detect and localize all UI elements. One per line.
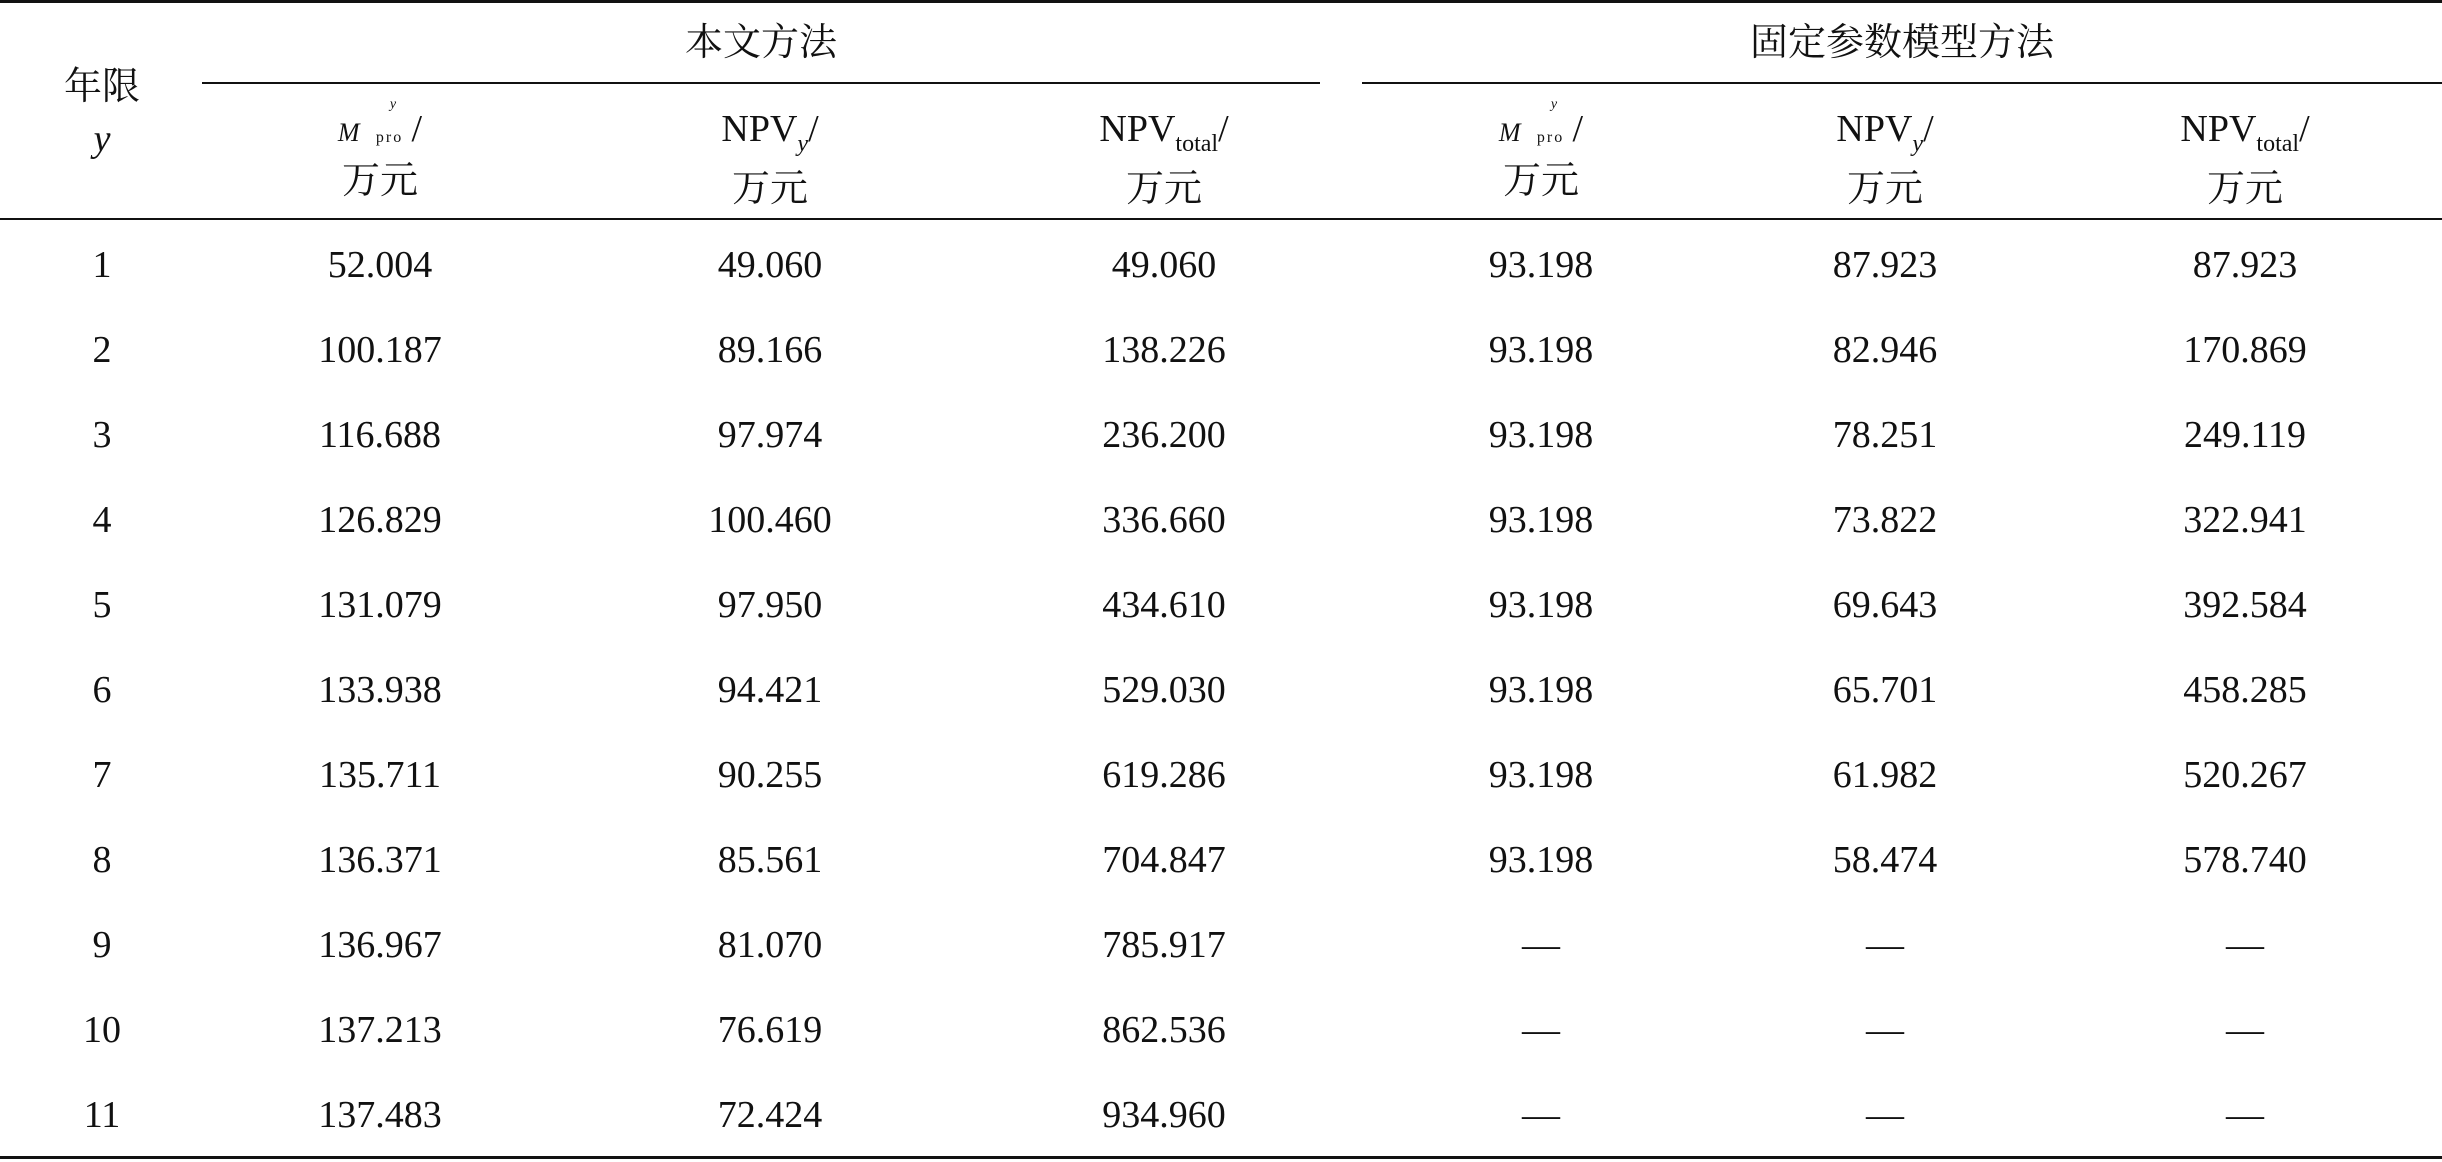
m-pro-symbol: M y pro / [337, 97, 423, 150]
table-cell: 619.286 [1102, 754, 1226, 796]
table-cell: 93.198 [1488, 499, 1594, 541]
table-cell: — [1522, 1094, 1560, 1136]
top-rule [0, 0, 2442, 3]
table-cell: 89.166 [717, 329, 823, 371]
row-year-cell: 9 [92, 924, 112, 966]
table-cell: — [1522, 1009, 1560, 1051]
row-year-cell: 3 [92, 414, 112, 456]
table-cell: 136.967 [318, 924, 442, 966]
table-cell: 49.060 [717, 244, 823, 286]
column-header-m-pro [250, 97, 510, 202]
group-rule-left [202, 82, 1320, 84]
bottom-rule [0, 1156, 2442, 1159]
group-title-proposed-method: 本文方法 [684, 22, 837, 64]
table-cell: 704.847 [1102, 839, 1226, 881]
row-year-cell: 5 [92, 584, 112, 626]
table-cell: 392.584 [2183, 584, 2307, 626]
group-title-fixed-parameter-method: 固定参数模型方法 [1749, 22, 2054, 64]
column-unit: 万元 [1846, 168, 1923, 210]
table-cell: 49.060 [1111, 244, 1217, 286]
row-year-cell: 6 [92, 669, 112, 711]
table-cell: 100.460 [708, 499, 832, 541]
table-cell: 785.917 [1102, 924, 1226, 966]
stub-header-variable: y [93, 118, 111, 160]
table-cell: 458.285 [2183, 669, 2307, 711]
table-cell: 81.070 [717, 924, 823, 966]
table-cell: — [1866, 1009, 1904, 1051]
table-cell: 58.474 [1832, 839, 1938, 881]
table-cell: 87.923 [1832, 244, 1938, 286]
column-unit: 万元 [1502, 160, 1579, 202]
row-year-cell: 4 [92, 499, 112, 541]
column-unit: 万元 [1125, 168, 1202, 210]
table-cell: — [1866, 924, 1904, 966]
table-cell: 138.226 [1102, 329, 1226, 371]
table-cell: 131.079 [318, 584, 442, 626]
table-cell: 322.941 [2183, 499, 2307, 541]
table-cell: — [2226, 1094, 2264, 1136]
m-pro-symbol: M y pro / [1498, 97, 1584, 150]
stub-header [40, 68, 164, 158]
table-cell: 65.701 [1832, 669, 1938, 711]
table-cell: 87.923 [2192, 244, 2298, 286]
table-cell: 434.610 [1102, 584, 1226, 626]
row-year-cell: 1 [92, 244, 112, 286]
table-cell: 520.267 [2183, 754, 2307, 796]
table-cell: 90.255 [717, 754, 823, 796]
table-cell: 85.561 [717, 839, 823, 881]
table-cell: 72.424 [717, 1094, 823, 1136]
row-year-cell: 10 [83, 1009, 121, 1051]
table-cell: 133.938 [318, 669, 442, 711]
table-cell: 529.030 [1102, 669, 1226, 711]
table-cell: 578.740 [2183, 839, 2307, 881]
table-cell: 73.822 [1832, 499, 1938, 541]
table-cell: 116.688 [318, 414, 442, 456]
table-cell: 69.643 [1832, 584, 1938, 626]
column-unit: 万元 [341, 160, 418, 202]
row-year-cell: 7 [92, 754, 112, 796]
stub-header-label: 年限 [63, 66, 140, 108]
row-year-cell: 2 [92, 329, 112, 371]
group-rule-right [1362, 82, 2442, 84]
table-cell: 136.371 [318, 839, 442, 881]
table-cell: 862.536 [1102, 1009, 1226, 1051]
table-cell: 170.869 [2183, 329, 2307, 371]
table-cell: — [2226, 1009, 2264, 1051]
column-header-npv-y: $NPV_y/$ 万元 [640, 110, 900, 208]
table-cell: 249.119 [2183, 414, 2307, 456]
column-unit: 万元 [2206, 168, 2283, 210]
table-cell: 135.711 [318, 754, 442, 796]
table-cell: 93.198 [1488, 329, 1594, 371]
table-cell: 137.483 [318, 1094, 442, 1136]
table-cell: 61.982 [1832, 754, 1938, 796]
row-year-cell: 8 [92, 839, 112, 881]
table-cell: 93.198 [1488, 584, 1594, 626]
table-cell: — [2226, 924, 2264, 966]
table-cell: 100.187 [318, 329, 442, 371]
table-cell: 126.829 [318, 499, 442, 541]
table-cell: 336.660 [1102, 499, 1226, 541]
table-cell: 137.213 [318, 1009, 442, 1051]
column-header-npv-total-fixed: $NPV_{total}/$ 万元 [2115, 110, 2375, 208]
row-year-cell: 11 [83, 1094, 121, 1136]
column-header-npv-total: $NPV_{total}/$ 万元 [1034, 110, 1294, 208]
table-cell: 78.251 [1832, 414, 1938, 456]
table-cell: 93.198 [1488, 244, 1594, 286]
table-cell: 82.946 [1832, 329, 1938, 371]
table-cell: 97.950 [717, 584, 823, 626]
table-cell: 93.198 [1488, 839, 1594, 881]
table-cell: 94.421 [717, 669, 823, 711]
table-cell: 97.974 [717, 414, 823, 456]
column-header-m-pro-fixed [1411, 97, 1671, 202]
table-cell: 93.198 [1488, 414, 1594, 456]
table-cell: 236.200 [1102, 414, 1226, 456]
column-header-npv-y-fixed: $NPV_y/$ 万元 [1755, 110, 2015, 208]
table-cell: 52.004 [327, 244, 433, 286]
table-cell: 934.960 [1102, 1094, 1226, 1136]
column-unit: 万元 [731, 168, 808, 210]
table-cell: 93.198 [1488, 669, 1594, 711]
table-cell: 76.619 [717, 1009, 823, 1051]
table-cell: 93.198 [1488, 754, 1594, 796]
header-bottom-rule [0, 218, 2442, 220]
table-cell: — [1866, 1094, 1904, 1136]
table-cell: — [1522, 924, 1560, 966]
